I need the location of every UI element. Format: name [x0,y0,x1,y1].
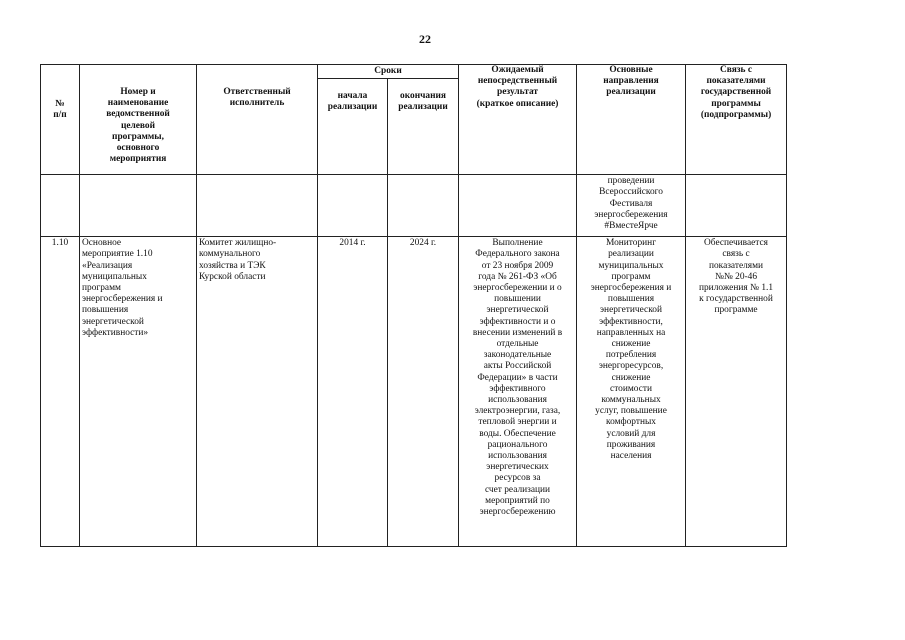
header-result: Ожидаемый непосредственный результат (краткое описание) [459,65,577,175]
header-executor: Ответственный исполнитель [197,65,318,175]
table-row-1-10 [41,237,787,547]
header-name: Номер и наименование ведомственной целевой программы, основного мероприятия [80,65,197,175]
continuation-directions: проведении Всероссийского Фестиваля энергосбережения #ВместеЯрче [577,175,686,237]
header-terms: Сроки [318,65,459,79]
continuation-row [41,175,787,237]
page-number: 22 [419,32,431,46]
header-num: № п/п [41,65,80,175]
header-end: окончания реализации [388,79,459,175]
row-end: 2024 г. [388,237,459,547]
header-start: начала реализации [318,79,388,175]
row-link: Обеспечивается связь с показателями №№ 20-46 приложения № 1.1 к государственной программе [686,237,787,547]
row-start: 2014 г. [318,237,388,547]
row-executor: Комитет жилищно- коммунального хозяйства и ТЭК Курской области [197,237,318,547]
row-directions: Мониторинг реализации муниципальных программ энергосбережения и повышения энергетической эффективности, направленных на снижение потребления энергоресурсов, снижение стоимости коммунальных услуг, повышение комфортных условий для проживания населения [577,237,686,547]
row-num: 1.10 [41,237,80,547]
row-result: Выполнение Федерального закона от 23 ноября 2009 года № 261-ФЗ «Об энергосбережении и о повышении энергетической эффективности и о внесении изменений в отдельные законодательные акты Российской Федерации» в части эффективного использования электроэнергии, газа, тепловой энергии и воды. Обеспечение рационального использования энергетических ресурсов за счет реализации мероприятий по энергосбережению [459,237,577,547]
row-name: Основное мероприятие 1.10 «Реализация муниципальных программ энергосбережения и повышения энергетической эффективности» [80,237,197,547]
program-table [40,64,787,547]
header-directions: Основные направления реализации [577,65,686,175]
header-link: Связь с показателями государственной программы (подпрограммы) [686,65,787,175]
